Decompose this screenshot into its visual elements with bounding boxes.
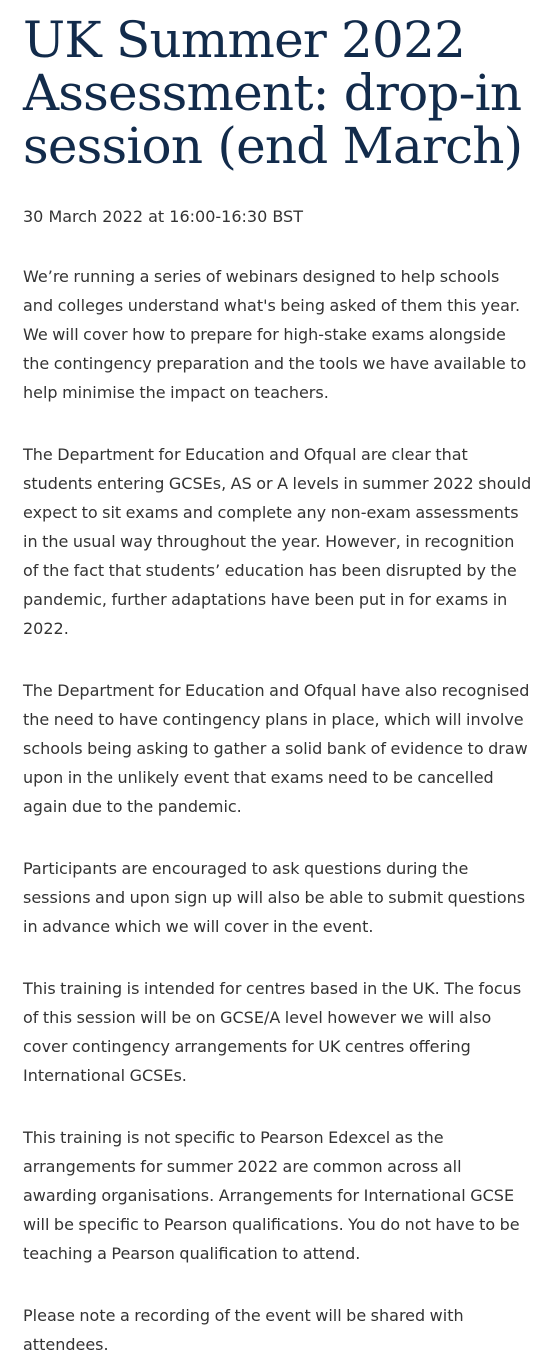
- description-paragraph-5: This training is intended for centres based in the UK. The focus of this session will be on GCSE/A level however we will also cover contingency arrangements for UK centres offering International GCSEs.: [23, 979, 522, 1085]
- recording-note: Please note a recording of the event will be shared with attendees.: [23, 1306, 464, 1354]
- event-datetime: 30 March 2022 at 16:00-16:30 BST: [23, 207, 303, 226]
- description-paragraph-4: Participants are encouraged to ask questions during the sessions and upon sign up will also be able to submit questions in advance which we will cover in the event.: [23, 859, 526, 936]
- description-paragraph-1: We’re running a series of webinars designed to help schools and colleges understand what's being asked of them this year. We will cover how to prepare for high-stake exams alongside the contingency preparation and the tools we have available to help minimise the impact on teachers.: [23, 267, 527, 402]
- event-content: [23, 11, 533, 1359]
- description-paragraph-6: This training is not specific to Pearson Edexcel as the arrangements for summer 2022 are common across all awarding organisations. Arrangements for International GCSE will be specific to Pearson qualifications. You do not have to be teaching a Pearson qualification to attend.: [23, 1128, 520, 1263]
- page-title: UK Summer 2022 Assessment: drop-in session (end March): [23, 11, 523, 175]
- description-paragraph-3: The Department for Education and Ofqual have also recognised the need to have contingency plans in place, which will involve schools being asking to gather a solid bank of evidence to draw upon in the unlikely event that exams need to be cancelled again due to the pandemic.: [23, 681, 530, 816]
- description-paragraph-2: The Department for Education and Ofqual are clear that students entering GCSEs, AS or A levels in summer 2022 should expect to sit exams and complete any non-exam assessments in the usual way throughout the year. However, in recognition of the fact that students’ education has been disrupted by the pandemic, further adaptations have been put in for exams in 2022.: [23, 445, 532, 638]
